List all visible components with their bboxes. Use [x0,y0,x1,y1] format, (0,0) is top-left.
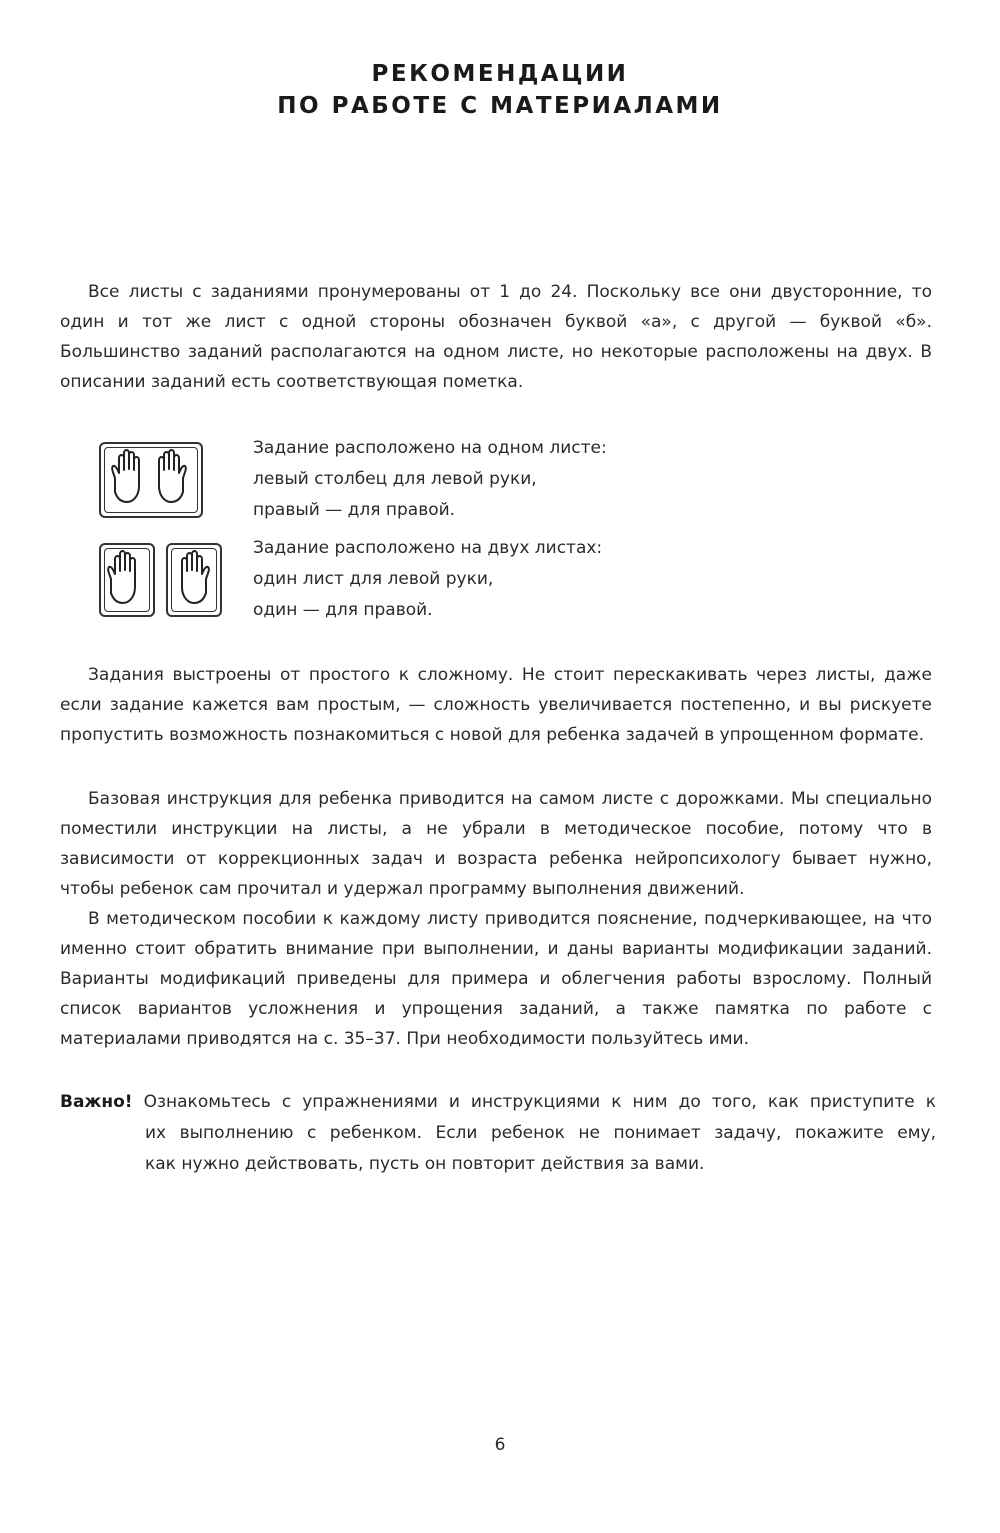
legend-two-sheets-line-1: Задание расположено на двух листах: [253,538,603,558]
legend-two-sheets-text [253,533,602,626]
legend-one-sheet-text [253,433,607,526]
important-note-line-2: их выполнению с ребенком. Если ребенок не понимает задачу, покажите ему, [145,1123,936,1143]
legend-one-sheet-line-3: правый — для правой. [253,500,456,520]
legend-one-sheet-line-2: левый столбец для левой руки, [253,469,537,489]
important-note-line-3: как нужно действовать, пусть он повторит действия за вами. [145,1154,705,1174]
important-note [60,1087,936,1180]
paragraph-instructions: Базовая инструкция для ребенка приводится на самом листе с дорожками. Мы специально поместили инструкции на листы, а не убрали в методическое пособие, потому что в зависимости от коррекционных задач и возраста ребенка нейропсихологу бывает нужно, чтобы ребенок сам прочитал и удержал программу выполнения движений. [60,789,932,899]
important-text-1: Ознакомьтесь с упражнениями и инструкциями к ним до того, как приступите к [143,1092,937,1112]
page-title [0,58,1000,122]
intro-paragraph: Все листы с заданиями пронумерованы от 1 до 24. Поскольку все они двусторонние, то один и тот же лист с одной стороны обозначен буквой «а», с другой — буквой «б». Большинство заданий располагаются на одном листе, но некоторые расположены на двух. В описании заданий есть соответствующая пометка. [60,282,932,392]
two-hands-two-sheets-icon-left [99,543,155,617]
legend-two-sheets-line-3: один — для правой. [253,600,433,620]
page-title-line-2: ПО РАБОТЕ С МАТЕРИАЛАМИ [277,93,723,119]
important-note-line-1 [60,1087,936,1118]
page-number: 6 [494,1435,506,1455]
two-hands-two-sheets-icon-right [166,543,222,617]
important-label: Важно! [60,1092,133,1112]
paragraph-methodical-guide: В методическом пособии к каждому листу приводится пояснение, подчеркивающее, на что именно стоит обратить внимание при выполнении, и даны варианты модификации заданий. Варианты модификаций приведены для примера и облегчения работы взрослому. Полный список вариантов усложнения и упрощения заданий, а также памятка по работе с материалами приводятся на с. 35–37. При необходимости пользуйтесь ими. [60,909,932,1049]
two-hands-one-sheet-icon [99,442,203,518]
paragraph-order: Задания выстроены от простого к сложному. Не стоит перескакивать через листы, даже если задание кажется вам простым, — сложность увеличивается постепенно, и вы рискуете пропустить возможность познакомиться с новой для ребенка задачей в упрощенном формате. [60,665,932,745]
page-title-line-1: РЕКОМЕНДАЦИИ [371,61,629,87]
legend-one-sheet-line-1: Задание расположено на одном листе: [253,438,607,458]
legend-two-sheets-line-2: один лист для левой руки, [253,569,494,589]
